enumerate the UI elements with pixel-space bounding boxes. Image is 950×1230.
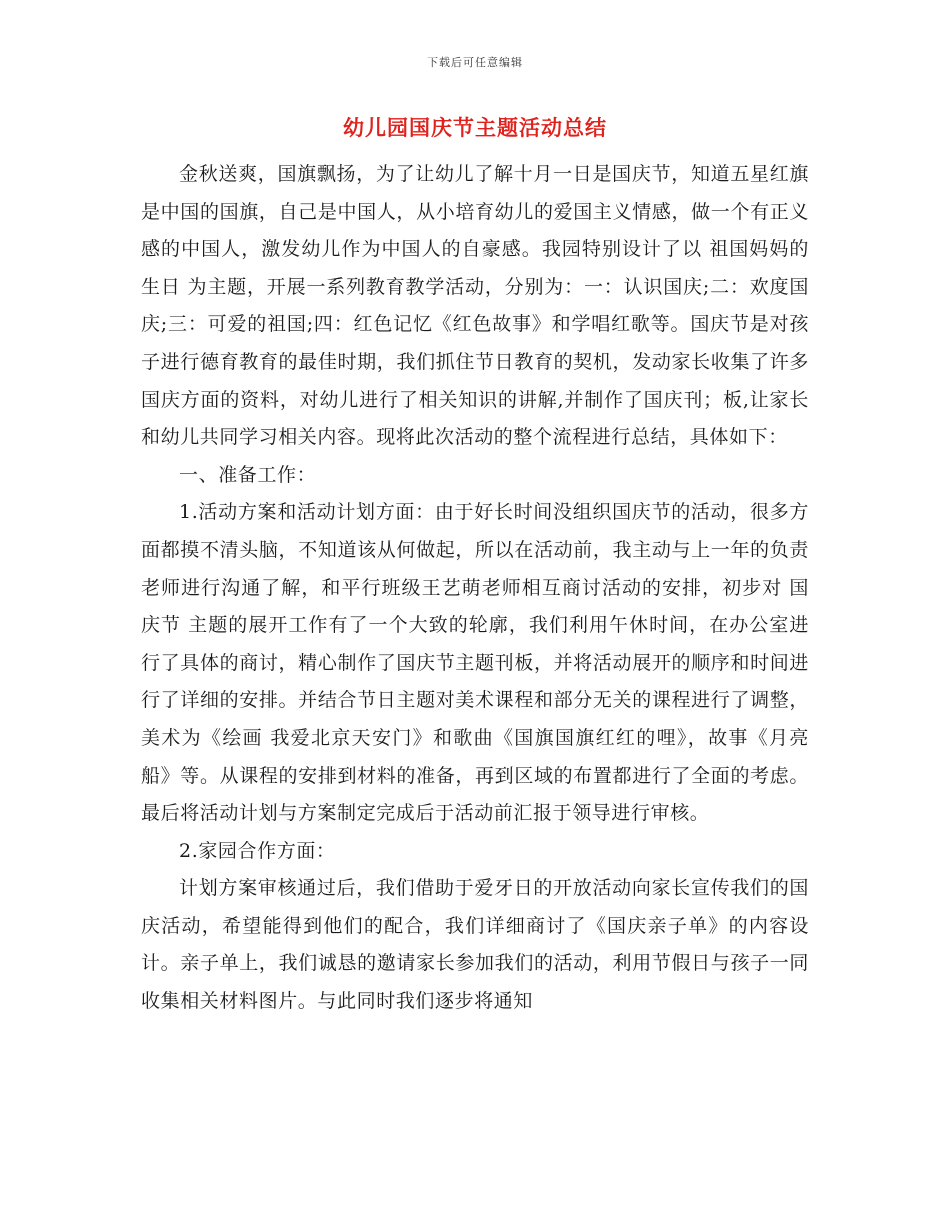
header-note: 下载后可任意编辑 (427, 56, 523, 69)
paragraph-intro: 金秋送爽，国旗飘扬，为了让幼儿了解十月一日是国庆节，知道五星红旗是中国的国旗，自己是中国人，从小培育幼儿的爱国主义情感，做一个有正义感的中国人，激发幼儿作为中国人的自豪感。我园特别设计了以 祖国妈妈的生日 为主题，开展一系列教育教学活动，分别为：一：认识国庆;二：欢度国庆;三：可爱的祖国;四：红色记忆《红色故事》和学唱红歌等。国庆节是对孩子进行德育教育的最佳时期，我们抓住节日教育的契机，发动家长收集了许多国庆方面的资料，对幼儿进行了相关知识的讲解,并制作了国庆刊；板,让家长和幼儿共同学习相关内容。现将此次活动的整个流程进行总结，具体如下： (141, 163, 809, 449)
paragraph-activity-plan: 1.活动方案和活动计划方面：由于好长时间没组织国庆节的活动，很多方面都摸不清头脑，不知道该从何做起，所以在活动前，我主动与上一年的负责老师进行沟通了解，和平行班级王艺萌老师相互商讨活动的安排，初步对 国庆节 主题的展开工作有了一个大致的轮廓，我们利用午休时间，在办公室进行了具体的商讨，精心制作了国庆节主题刊板，并将活动展开的顺序和时间进行了详细的安排。并结合节日主题对美术课程和部分无关的课程进行了调整，美术为《绘画 我爱北京天安门》和歌曲《国旗国旗红红的哩》，故事《月亮船》等。从课程的安排到材料的准备，再到区域的布置都进行了全面的考虑。最后将活动计划与方案制定完成后于活动前汇报于领导进行审核。 (141, 501, 809, 825)
document-body (141, 156, 809, 1021)
paragraph-home-school-cooperation: 计划方案审核通过后，我们借助于爱牙日的开放活动向家长宣传我们的国庆活动，希望能得到他们的配合，我们详细商讨了《国庆亲子单》的内容设计。亲子单上，我们诚恳的邀请家长参加我们的活动，利用节假日与孩子一同收集相关材料图片。与此同时我们逐步将通知 (141, 877, 809, 1013)
subheading-home-school-cooperation: 2.家园合作方面： (179, 839, 336, 862)
section-heading-preparation: 一、准备工作： (179, 463, 317, 486)
document-title: 幼儿园国庆节主题活动总结 (343, 115, 607, 140)
